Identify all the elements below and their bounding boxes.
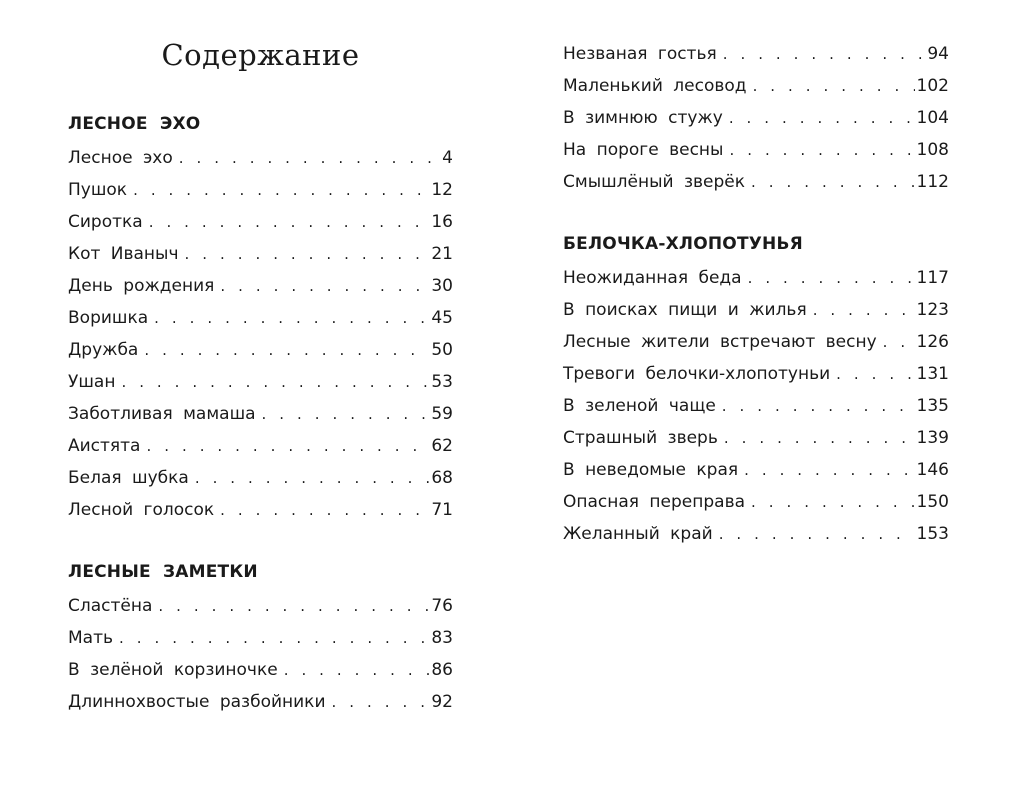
toc-entry-page: 112	[916, 172, 949, 192]
toc-entry-title: В зелёной корзиночке	[68, 660, 278, 680]
toc-entry[interactable]	[563, 137, 949, 163]
dot-leader	[751, 169, 915, 195]
toc-entry-page: 135	[916, 396, 949, 416]
dot-leader	[262, 401, 430, 427]
toc-entry[interactable]	[68, 401, 453, 427]
toc-entry-page: 62	[431, 436, 453, 456]
toc-entry[interactable]	[68, 337, 453, 363]
toc-entry[interactable]	[68, 625, 453, 651]
toc-entry[interactable]	[563, 329, 949, 355]
toc-entry-page: 139	[916, 428, 949, 448]
toc-entry-page: 102	[916, 76, 949, 96]
toc-entry-title: В зеленой чаще	[563, 396, 716, 416]
toc-entry[interactable]	[563, 489, 949, 515]
dot-leader	[144, 337, 429, 363]
toc-entry-page: 71	[431, 500, 453, 520]
toc-entry[interactable]	[563, 297, 949, 323]
toc-entry-page: 94	[927, 44, 949, 64]
toc-entry-title: Маленький лесовод	[563, 76, 747, 96]
toc-entry-title: В неведомые края	[563, 460, 739, 480]
dot-leader	[121, 369, 429, 395]
dot-leader	[744, 457, 914, 483]
toc-entry[interactable]	[68, 689, 453, 715]
toc-entry[interactable]	[68, 433, 453, 459]
toc-entry-page: 45	[431, 308, 453, 328]
toc-entry-title: Опасная переправа	[563, 492, 746, 512]
toc-entry[interactable]	[68, 593, 453, 619]
toc-entry-title: Страшный зверь	[563, 428, 718, 448]
dot-leader	[751, 489, 915, 515]
section-heading-belochka: БЕЛОЧКА-ХЛОПОТУНЬЯ	[563, 234, 803, 254]
toc-entry[interactable]	[563, 457, 949, 483]
toc-entry[interactable]	[68, 657, 453, 683]
toc-entry[interactable]	[563, 425, 949, 451]
dot-leader	[119, 625, 429, 651]
toc-entry-page: 16	[431, 212, 453, 232]
toc-entry-title: На пороге весны	[563, 140, 724, 160]
toc-entry-page: 123	[916, 300, 949, 320]
toc-entry-page: 108	[916, 140, 949, 160]
toc-entry[interactable]	[68, 497, 453, 523]
dot-leader	[220, 273, 429, 299]
section-heading-lesnoe-eho: ЛЕСНОЕ ЭХО	[68, 114, 201, 134]
toc-entry-title: Длиннохвостые разбойники	[68, 692, 326, 712]
toc-entry-page: 92	[431, 692, 453, 712]
toc-entry-page: 153	[916, 524, 949, 544]
toc-entry[interactable]	[68, 465, 453, 491]
toc-entry-page: 21	[431, 244, 453, 264]
dot-leader	[158, 593, 429, 619]
toc-entry-title: Кот Иваныч	[68, 244, 179, 264]
toc-entry-page: 126	[916, 332, 949, 352]
dot-leader	[753, 73, 915, 99]
toc-entry[interactable]	[68, 209, 453, 235]
dot-leader	[723, 41, 926, 67]
toc-entry-title: Неожиданная беда	[563, 268, 742, 288]
dot-leader	[729, 105, 915, 131]
toc-entry-page: 30	[431, 276, 453, 296]
dot-leader	[284, 657, 430, 683]
toc-entry-title: Аистята	[68, 436, 141, 456]
toc-entry-title: Лесные жители встречают весну	[563, 332, 877, 352]
toc-entry[interactable]	[563, 265, 949, 291]
toc-entry-title: Незваная гостья	[563, 44, 717, 64]
toc-entry[interactable]	[68, 369, 453, 395]
toc-entry-title: Воришка	[68, 308, 149, 328]
toc-entry-page: 76	[431, 596, 453, 616]
dot-leader	[146, 433, 429, 459]
toc-entry-page: 150	[916, 492, 949, 512]
toc-entry[interactable]	[68, 145, 453, 171]
toc-entry-page: 4	[442, 148, 453, 168]
toc-entry-title: Смышлёный зверёк	[563, 172, 746, 192]
toc-entry-page: 146	[916, 460, 949, 480]
toc-title: Содержание	[161, 38, 360, 72]
dot-leader	[149, 209, 430, 235]
toc-entry-page: 12	[431, 180, 453, 200]
dot-leader	[154, 305, 429, 331]
toc-entry-title: Заботливая мамаша	[68, 404, 256, 424]
dot-leader	[332, 689, 430, 715]
toc-entry-title: Желанный край	[563, 524, 713, 544]
toc-entry-title: Тревоги белочки-хлопотуньи	[563, 364, 831, 384]
toc-entry[interactable]	[563, 41, 949, 67]
section-heading-lesnye-zametki: ЛЕСНЫЕ ЗАМЕТКИ	[68, 562, 258, 582]
dot-leader	[729, 137, 914, 163]
toc-entry-page: 117	[916, 268, 949, 288]
toc-entry-title: Белая шубка	[68, 468, 189, 488]
toc-entry-title: Лесной голосок	[68, 500, 215, 520]
toc-entry[interactable]	[68, 305, 453, 331]
dot-leader	[195, 465, 430, 491]
toc-entry[interactable]	[563, 73, 949, 99]
toc-entry[interactable]	[563, 361, 949, 387]
toc-entry-page: 83	[431, 628, 453, 648]
toc-entry-title: Ушан	[68, 372, 116, 392]
toc-entry[interactable]	[563, 169, 949, 195]
dot-leader	[133, 177, 429, 203]
toc-entry-title: Лесное эхо	[68, 148, 173, 168]
dot-leader	[179, 145, 440, 171]
toc-entry-page: 50	[431, 340, 453, 360]
toc-entry-title: Дружба	[68, 340, 139, 360]
toc-entry-page: 86	[431, 660, 453, 680]
dot-leader	[883, 329, 915, 355]
toc-entry-title: День рождения	[68, 276, 215, 296]
toc-entry-title: В поисках пищи и жилья	[563, 300, 807, 320]
dot-leader	[220, 497, 429, 523]
dot-leader	[722, 393, 915, 419]
toc-entry-page: 104	[916, 108, 949, 128]
toc-entry[interactable]	[563, 105, 949, 131]
toc-entry-title: Сластёна	[68, 596, 153, 616]
toc-entry-page: 53	[431, 372, 453, 392]
dot-leader	[185, 241, 430, 267]
toc-entry-title: Сиротка	[68, 212, 143, 232]
toc-entry[interactable]	[563, 521, 949, 547]
dot-leader	[813, 297, 915, 323]
dot-leader	[836, 361, 914, 387]
toc-entry-title: Пушок	[68, 180, 128, 200]
toc-entry-page: 59	[431, 404, 453, 424]
toc-entry[interactable]	[68, 273, 453, 299]
toc-entry-page: 68	[431, 468, 453, 488]
toc-entry-title: В зимнюю стужу	[563, 108, 723, 128]
toc-entry[interactable]	[68, 177, 453, 203]
toc-entry[interactable]	[68, 241, 453, 267]
toc-entry-page: 131	[916, 364, 949, 384]
toc-entry-title: Мать	[68, 628, 114, 648]
dot-leader	[724, 425, 915, 451]
toc-entry[interactable]	[563, 393, 949, 419]
dot-leader	[748, 265, 915, 291]
dot-leader	[719, 521, 915, 547]
